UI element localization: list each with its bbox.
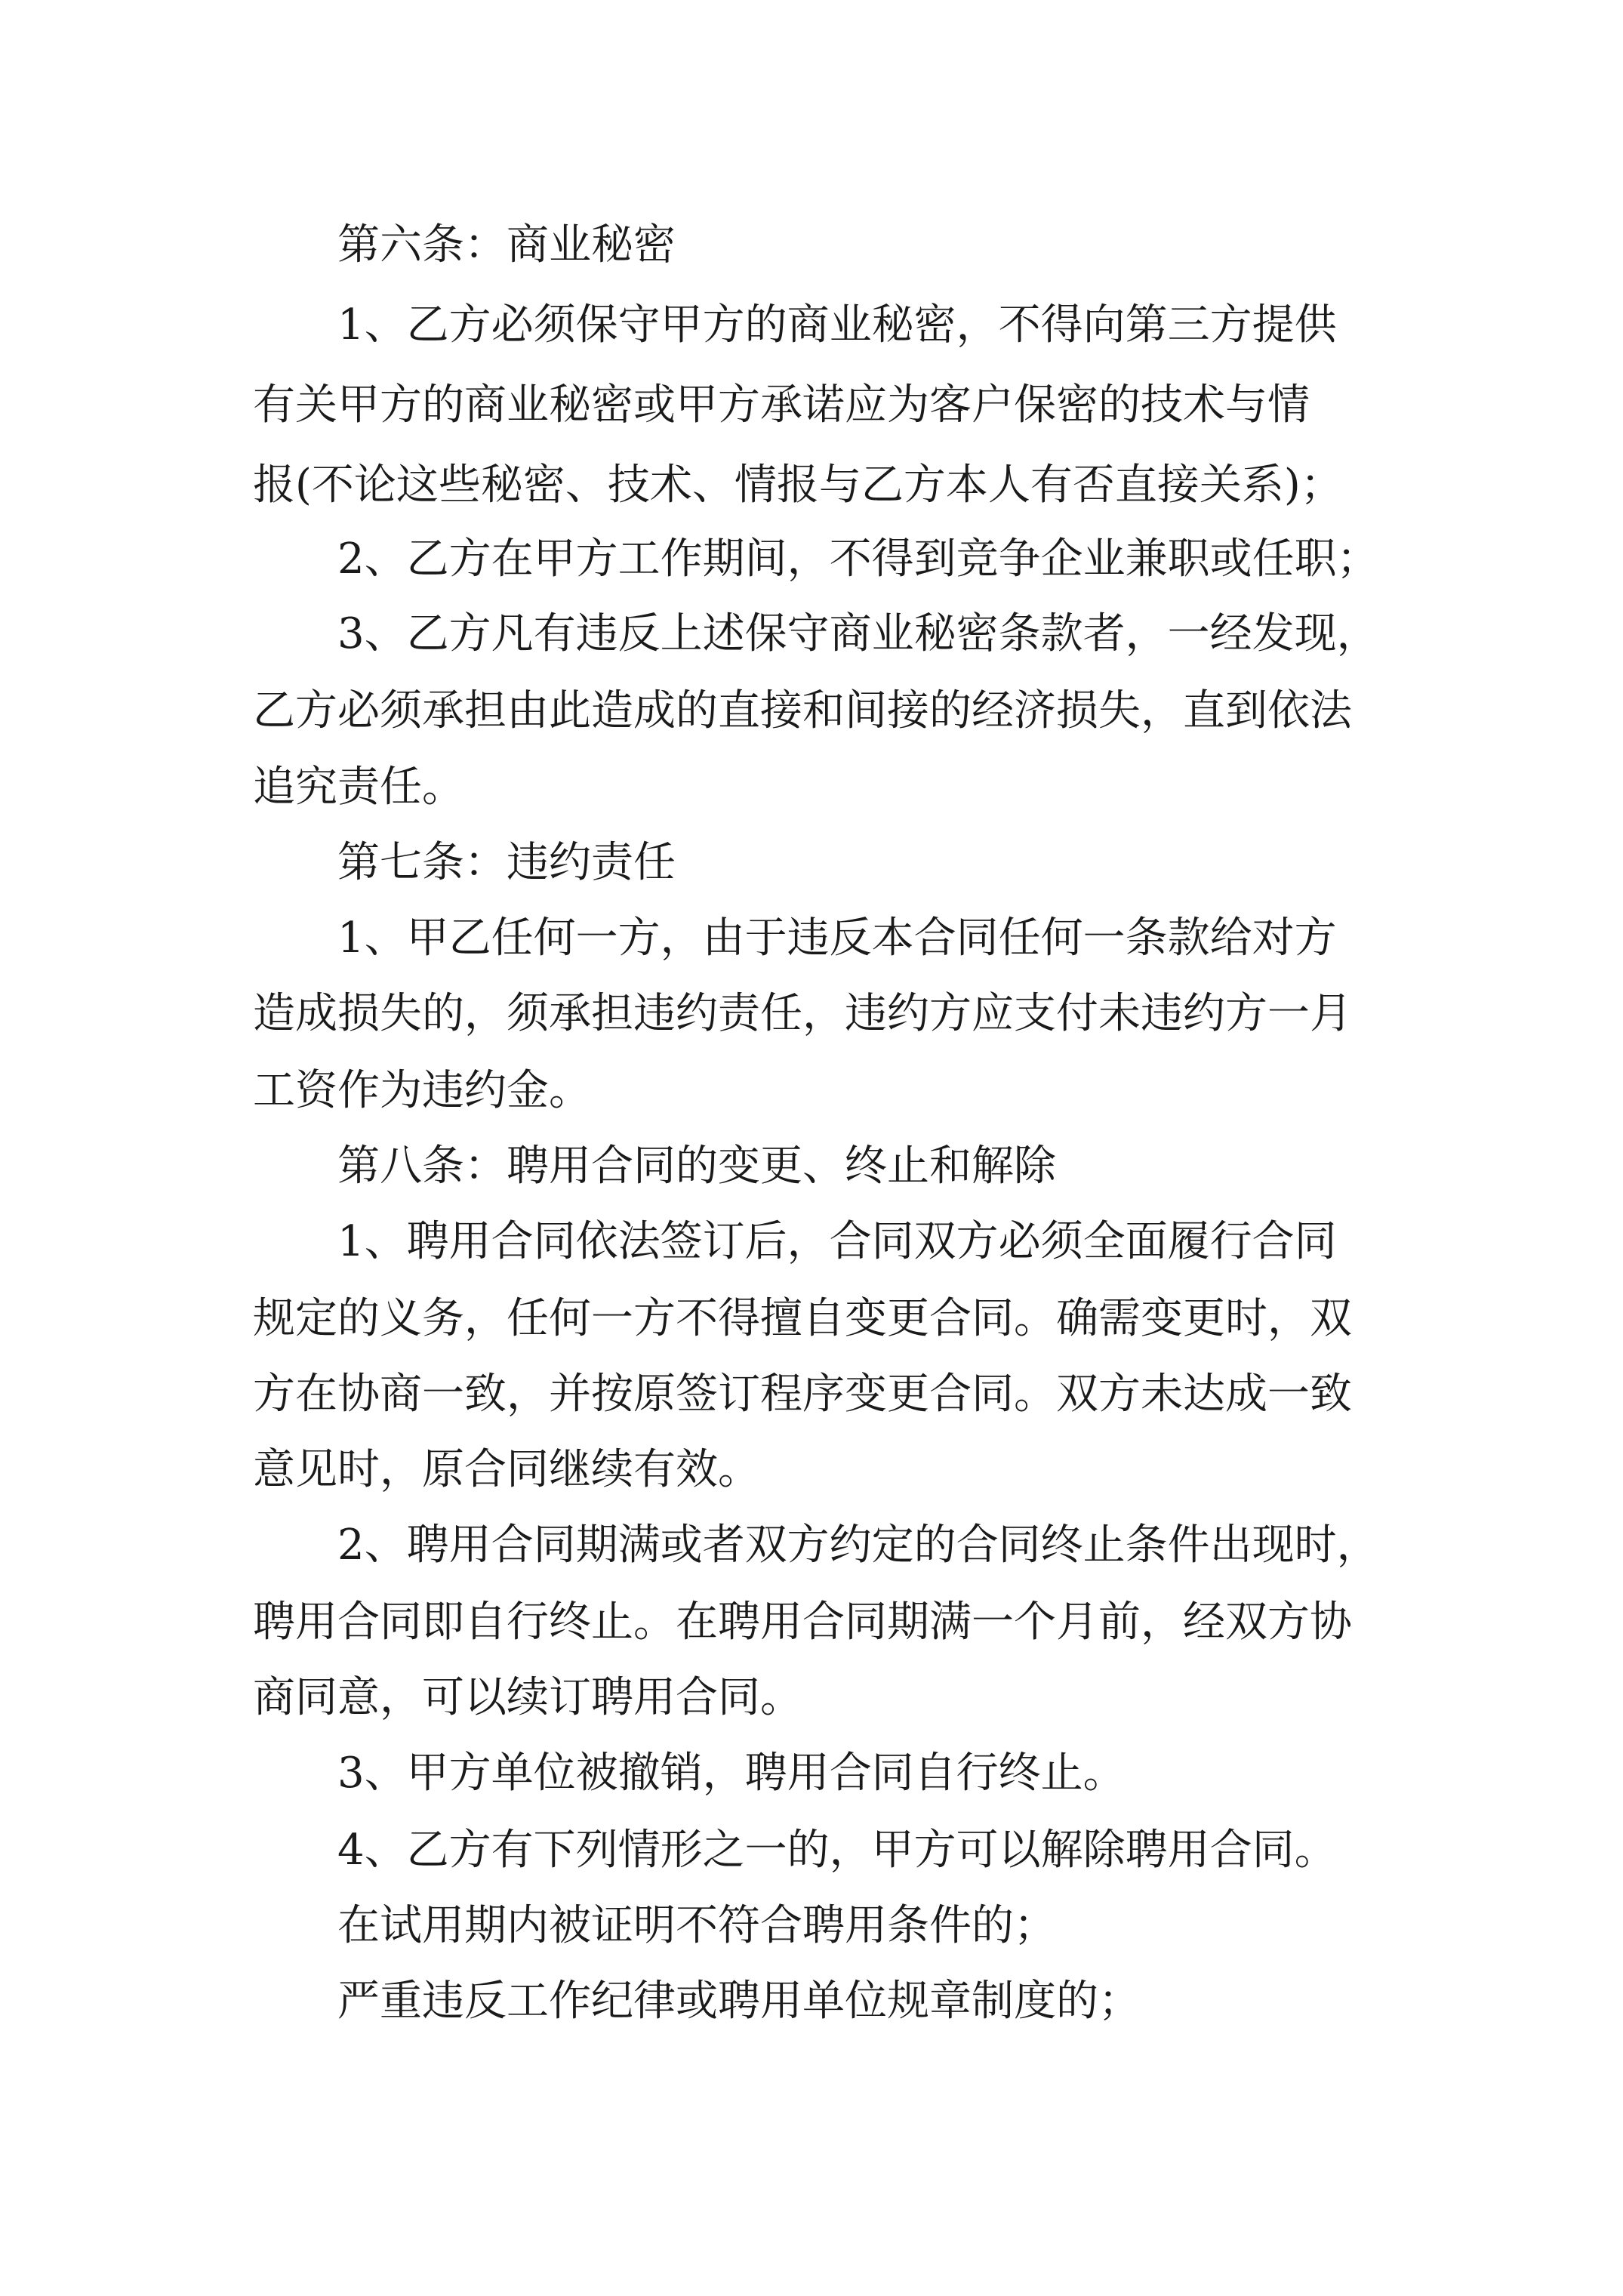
list-item: 在试用期内被证明不符合聘用条件的； (337, 1901, 1056, 1950)
paragraph-line: 追究责任。 (253, 763, 464, 812)
paragraph-line: 方在协商一致，并按原签订程序变更合同。双方未达成一致 (253, 1370, 1352, 1419)
paragraph-line: 2、乙方在甲方工作期间，不得到竞争企业兼职或任职； (337, 535, 1379, 584)
list-item: 严重违反工作纪律或聘用单位规章制度的； (337, 1977, 1141, 2026)
paragraph-line: 造成损失的，须承担违约责任，违约方应支付未违约方一月 (253, 989, 1352, 1038)
paragraph-line: 有关甲方的商业秘密或甲方承诺应为客户保密的技术与情 (253, 381, 1310, 430)
paragraph-line: 3、乙方凡有违反上述保守商业秘密条款者，一经发现， (337, 609, 1379, 658)
paragraph-line: 乙方必须承担由此造成的直接和间接的经济损失，直到依法 (253, 686, 1352, 735)
paragraph-line: 报(不论这些秘密、技术、情报与乙方本人有否直接关系)； (253, 461, 1343, 510)
paragraph-line: 4、乙方有下列情形之一的，甲方可以解除聘用合同。 (337, 1826, 1337, 1875)
section-6-heading: 第六条：商业秘密 (337, 220, 676, 270)
paragraph-line: 1、乙方必须保守甲方的商业秘密，不得向第三方提供 (337, 300, 1337, 350)
paragraph-line: 3、甲方单位被撤销，聘用合同自行终止。 (337, 1749, 1126, 1798)
paragraph-line: 1、聘用合同依法签订后，合同双方必须全面履行合同 (337, 1217, 1337, 1266)
paragraph-line: 2、聘用合同期满或者双方约定的合同终止条件出现时， (337, 1521, 1379, 1570)
paragraph-line: 聘用合同即自行终止。在聘用合同期满一个月前，经双方协 (253, 1598, 1352, 1647)
paragraph-line: 商同意，可以续订聘用合同。 (253, 1673, 802, 1722)
section-8-heading: 第八条：聘用合同的变更、终止和解除 (337, 1142, 1056, 1191)
section-7-heading: 第七条：违约责任 (337, 838, 676, 887)
paragraph-line: 规定的义务，任何一方不得擅自变更合同。确需变更时，双 (253, 1294, 1352, 1343)
paragraph-line: 意见时，原合同继续有效。 (253, 1445, 760, 1494)
paragraph-line: 工资作为违约金。 (253, 1066, 591, 1115)
paragraph-line: 1、甲乙任何一方，由于违反本合同任何一条款给对方 (337, 914, 1337, 963)
